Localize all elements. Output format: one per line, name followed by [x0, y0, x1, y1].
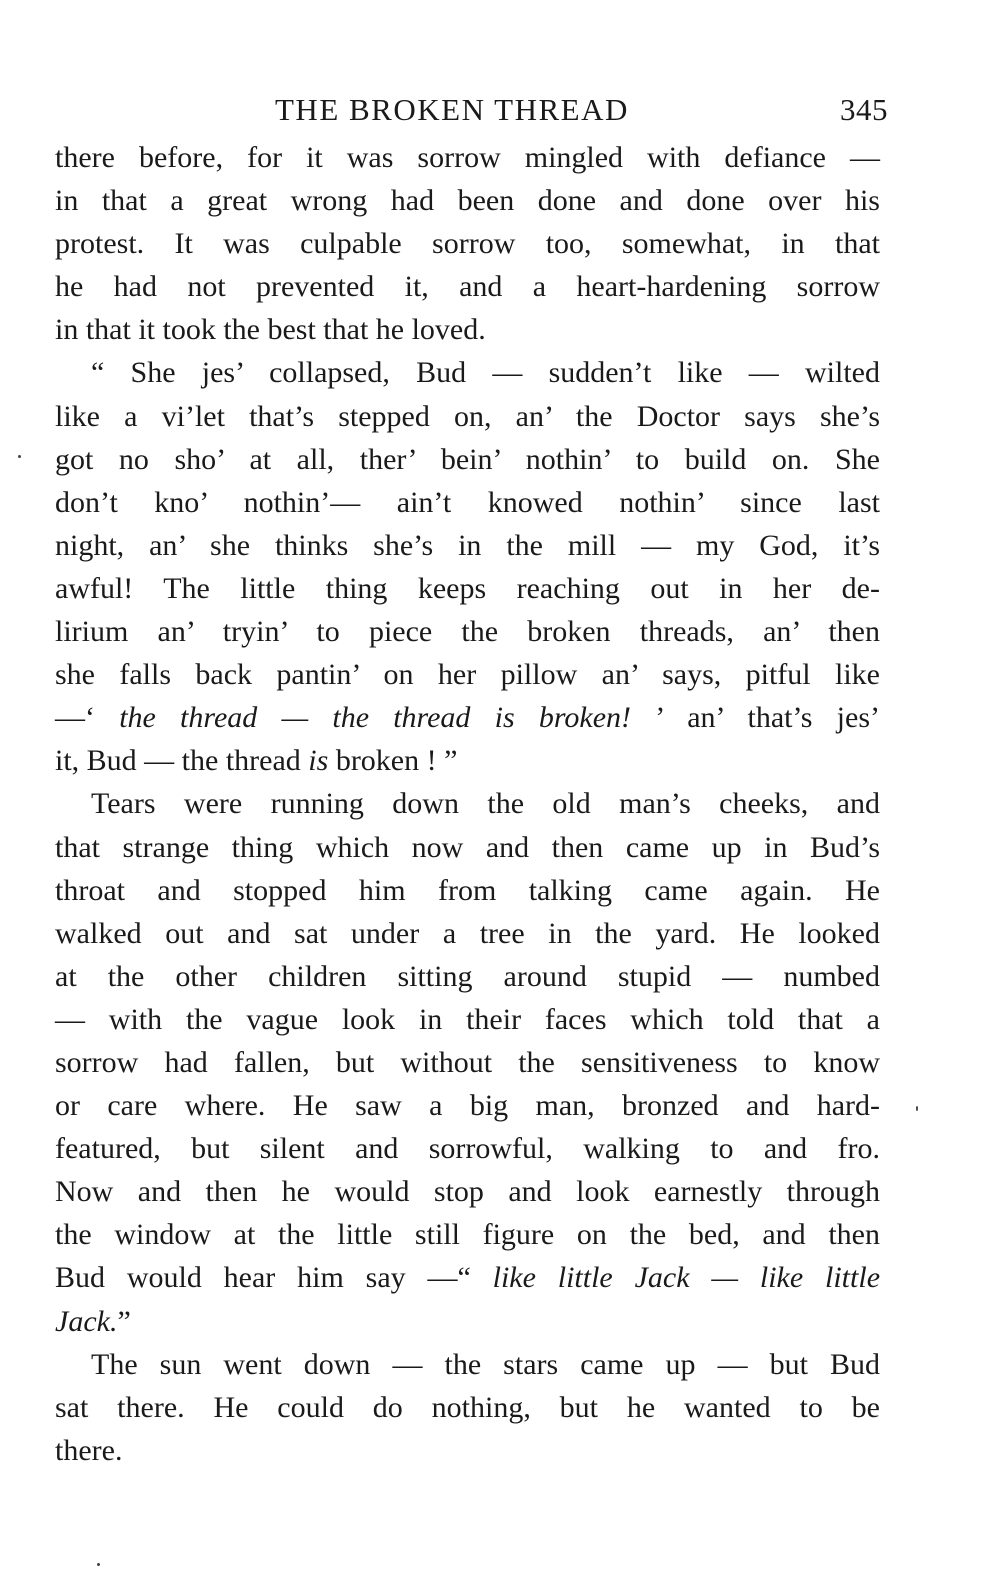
text-run: got no sho’ at all, ther’ bein’ nothin’ to build on. She [55, 442, 880, 476]
text-line [55, 869, 880, 912]
text-line [55, 308, 880, 351]
book-page [55, 88, 888, 1472]
paragraph [55, 136, 880, 351]
text-run: throat and stopped him from talking came again. He [55, 873, 880, 907]
text-line [55, 179, 880, 222]
text-run: that strange thing which now and then came up in Bud’s [55, 830, 880, 864]
text-run: it, Bud — the thread [55, 744, 309, 778]
text-run: he had not prevented it, and a heart-hardening sorrow [55, 270, 880, 304]
text-run: night, an’ she thinks she’s in the mill — my God, it’s [55, 528, 880, 562]
text-run: Now and then he would stop and look earnestly through [55, 1175, 880, 1209]
text-line [55, 653, 880, 696]
text-run: broken ! ” [328, 744, 458, 778]
text-run: awful! The little thing keeps reaching out in her de- [55, 571, 880, 605]
text-line [55, 351, 880, 394]
text-line [55, 438, 880, 481]
scan-speck [916, 1106, 918, 1111]
text-line [55, 739, 880, 782]
text-run: there. [55, 1433, 123, 1467]
text-line [55, 1213, 880, 1256]
text-run: or care where. He saw a big man, bronzed and hard- [55, 1089, 880, 1123]
text-run: don’t kno’ nothin’— ain’t knowed nothin’ since last [55, 485, 880, 519]
text-line [55, 1084, 880, 1127]
text-line [55, 696, 880, 739]
chapter-title: THE BROKEN THREAD [275, 92, 629, 127]
text-run: “ She jes’ collapsed, Bud — sudden’t like — wilted [91, 356, 880, 390]
text-run: in that it took the best that he loved. [55, 313, 486, 347]
text-line [55, 222, 880, 265]
text-line [55, 1127, 880, 1170]
text-run: Bud would hear him say —“ [55, 1261, 493, 1295]
text-line [55, 998, 880, 1041]
text-run: sat there. He could do nothing, but he wanted to be [55, 1390, 880, 1424]
text-run: ” [117, 1304, 131, 1338]
text-line [55, 1041, 880, 1084]
text-run: she falls back pantin’ on her pillow an’ says, pitful like [55, 658, 880, 692]
text-line [55, 826, 880, 869]
page-number: 345 [840, 92, 888, 127]
paragraph [55, 351, 880, 782]
text-run: there before, for it was sorrow mingled with defiance — [55, 141, 880, 174]
text-line [55, 782, 880, 825]
text-run: at the other children sitting around stupid — numbed [55, 959, 880, 993]
text-run: — with the vague look in their faces which told that a [55, 1002, 880, 1036]
italic-text: the thread — the thread is broken! [119, 701, 632, 735]
text-line [55, 395, 880, 438]
text-run: protest. It was culpable sorrow too, somewhat, in that [55, 227, 880, 261]
text-line [55, 1429, 880, 1472]
text-line [55, 1343, 880, 1386]
italic-text: Jack. [55, 1304, 118, 1338]
body-text [55, 136, 880, 1472]
paragraph [55, 782, 880, 1342]
text-line [55, 567, 880, 610]
text-run: in that a great wrong had been done and done over his [55, 184, 880, 218]
paragraph [55, 1343, 880, 1472]
text-run: like a vi’let that’s stepped on, an’ the Doctor says she’s [55, 399, 880, 433]
text-run: Tears were running down the old man’s cheeks, and [91, 787, 880, 821]
scan-speck [18, 455, 21, 458]
text-run: sorrow had fallen, but without the sensitiveness to know [55, 1045, 880, 1079]
text-run: The sun went down — the stars came up — but Bud [91, 1347, 880, 1381]
text-line [55, 1256, 880, 1299]
text-line [55, 524, 880, 567]
text-line [55, 481, 880, 524]
text-run: ’ an’ that’s jes’ [631, 701, 881, 735]
text-line [55, 1386, 880, 1429]
text-run: the window at the little still figure on the bed, and then [55, 1218, 880, 1252]
text-line [55, 610, 880, 653]
text-line [55, 265, 880, 308]
text-line [55, 1300, 880, 1343]
text-line [55, 1170, 880, 1213]
text-line [55, 136, 880, 179]
text-run: featured, but silent and sorrowful, walking to and fro. [55, 1132, 880, 1166]
text-run: —‘ [55, 701, 120, 735]
scan-speck [97, 1563, 100, 1566]
italic-text: is [308, 744, 329, 778]
text-line [55, 912, 880, 955]
italic-text: like little Jack — like little [492, 1261, 881, 1295]
text-run: lirium an’ tryin’ to piece the broken threads, an’ then [55, 615, 880, 649]
text-line [55, 955, 880, 998]
running-header [55, 88, 888, 136]
text-run: walked out and sat under a tree in the yard. He looked [55, 916, 880, 950]
